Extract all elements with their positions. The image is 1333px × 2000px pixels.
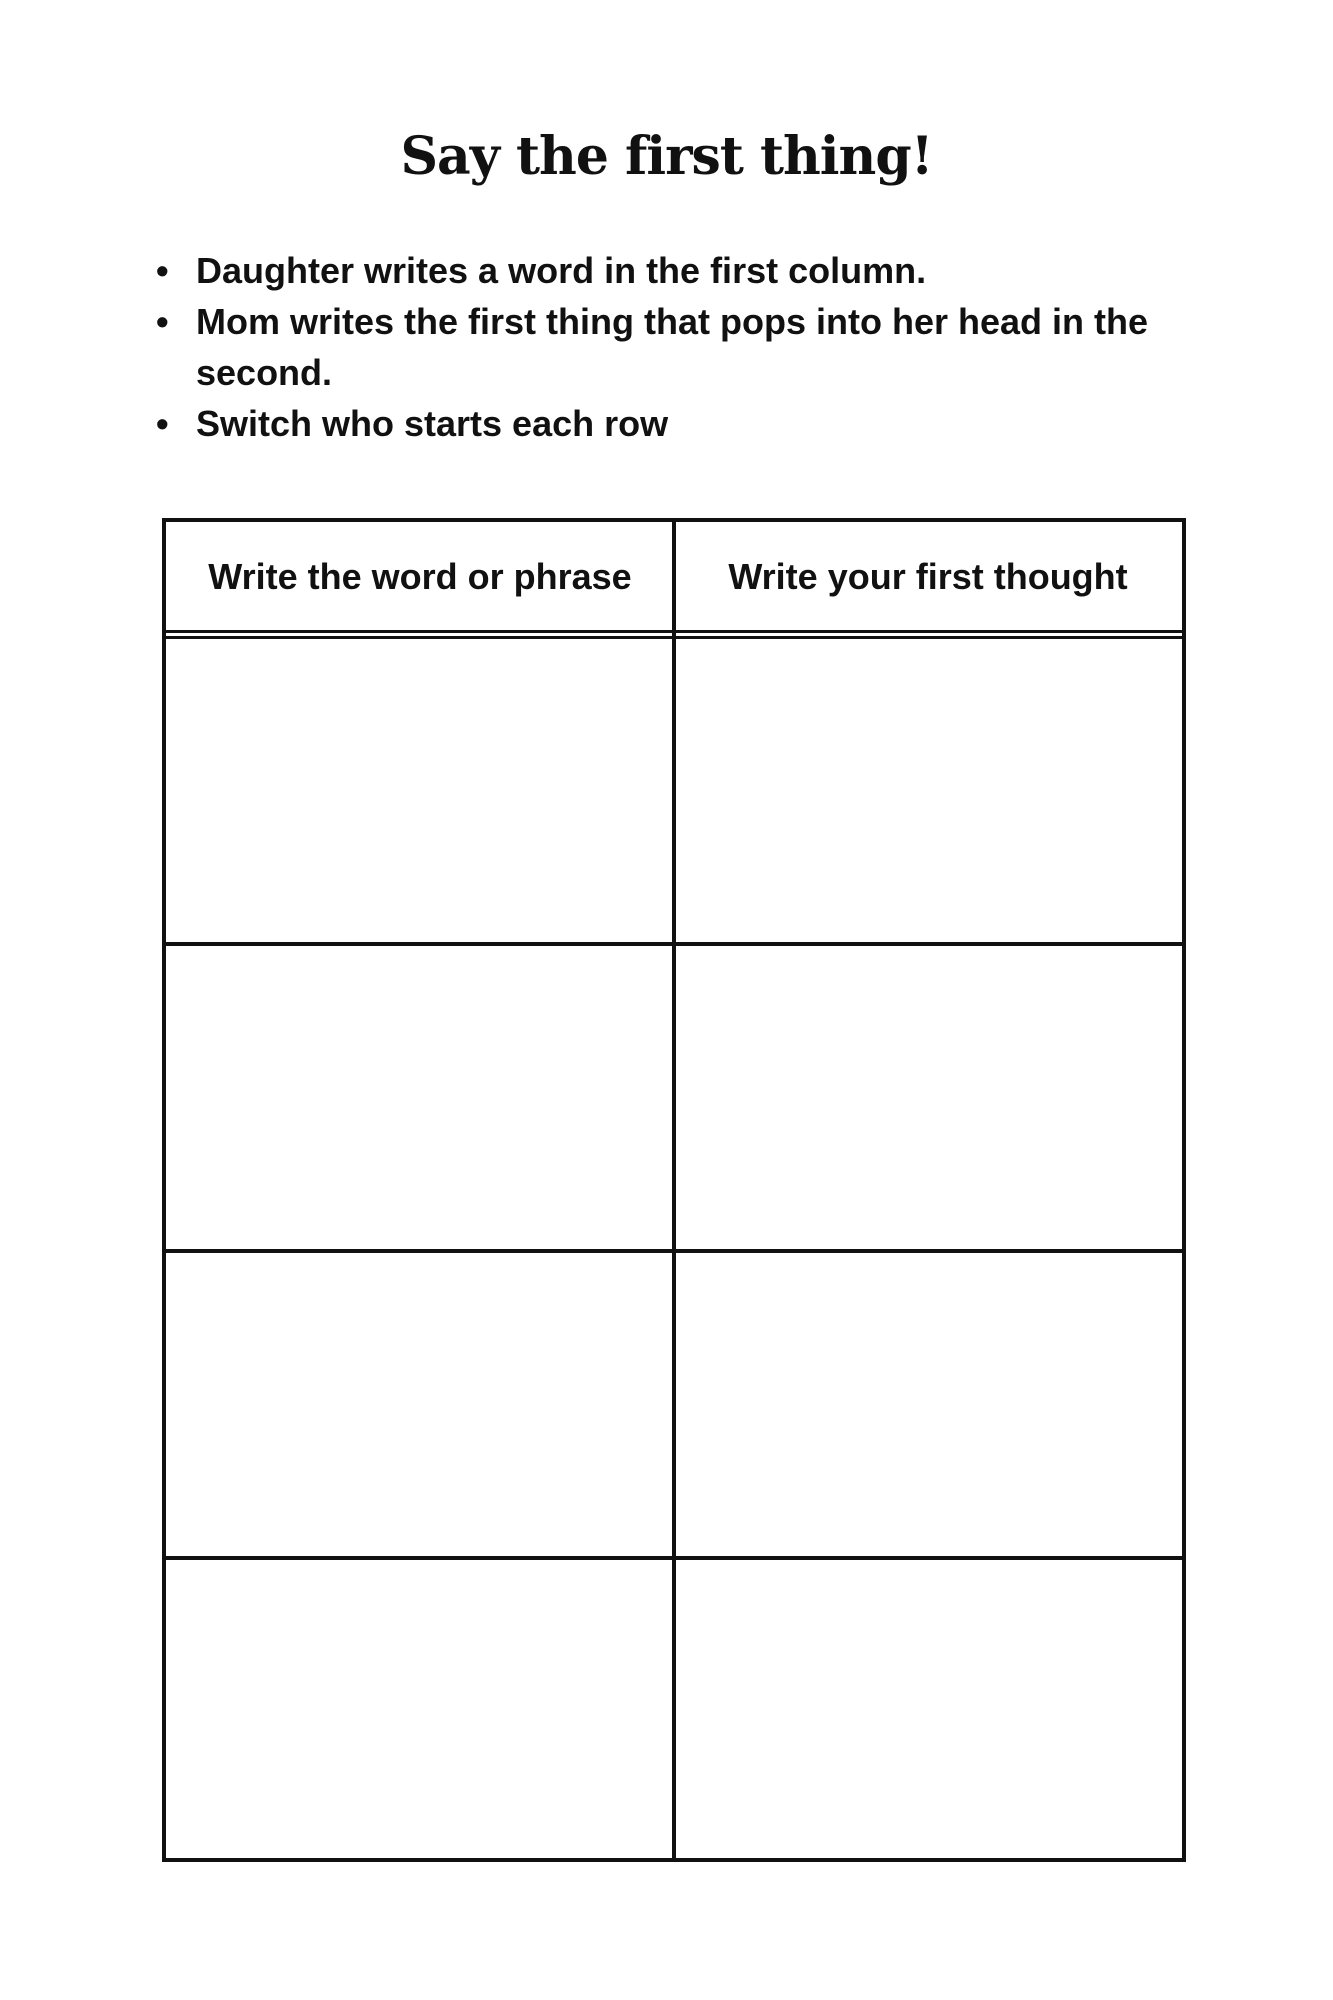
bullet-icon: • bbox=[156, 301, 169, 342]
thought-cell[interactable] bbox=[674, 946, 1182, 1249]
thought-cell[interactable] bbox=[674, 1253, 1182, 1556]
word-cell[interactable] bbox=[166, 1560, 674, 1858]
instruction-item bbox=[150, 398, 1150, 449]
column-header-thought: Write your first thought bbox=[728, 556, 1128, 597]
instruction-text: Switch who starts each row bbox=[196, 403, 669, 444]
instruction-item bbox=[150, 245, 1150, 296]
page-title: Say the first thing! bbox=[400, 126, 933, 187]
bullet-icon: • bbox=[156, 250, 169, 291]
column-header-word: Write the word or phrase bbox=[208, 556, 632, 597]
thought-cell[interactable] bbox=[674, 1560, 1182, 1858]
bullet-icon: • bbox=[156, 403, 169, 444]
word-cell[interactable] bbox=[166, 1253, 674, 1556]
instruction-text: Mom writes the first thing that pops into her head in the second. bbox=[196, 301, 1149, 393]
word-cell[interactable] bbox=[166, 639, 674, 942]
instructions-list bbox=[150, 245, 1150, 449]
worksheet-table bbox=[162, 518, 1186, 1862]
instruction-item bbox=[150, 296, 1150, 398]
word-cell[interactable] bbox=[166, 946, 674, 1249]
column-divider bbox=[672, 522, 676, 1858]
instruction-text: Daughter writes a word in the first column. bbox=[196, 250, 927, 291]
thought-cell[interactable] bbox=[674, 639, 1182, 942]
